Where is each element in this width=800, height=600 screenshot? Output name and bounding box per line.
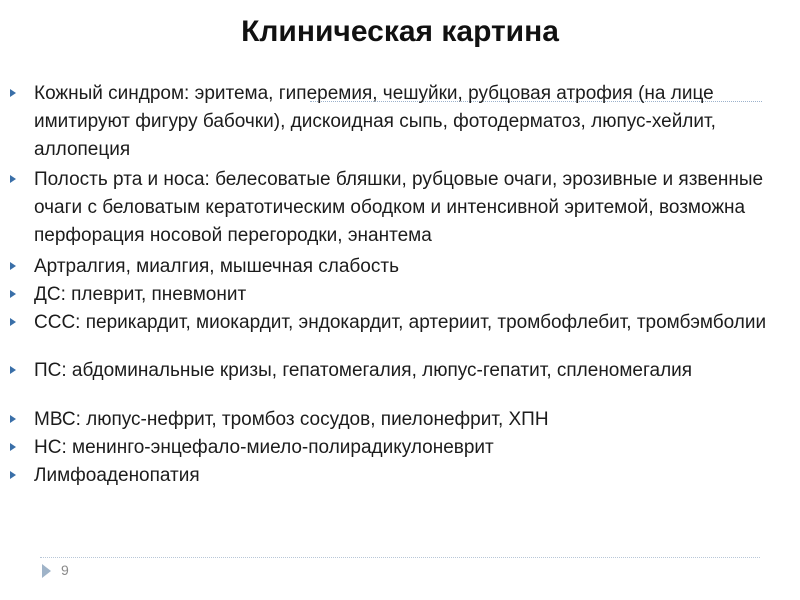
bullet-text: Артралгия, миалгия, мышечная слабость xyxy=(34,256,399,277)
footer-arrow-icon xyxy=(42,564,51,578)
bullet-lymph xyxy=(34,465,779,487)
bullet-respiratory xyxy=(34,284,779,306)
bullet-joints-muscles xyxy=(34,256,779,278)
footer-divider xyxy=(40,557,760,558)
bullet-mouth-nose xyxy=(34,166,779,250)
bullet-arrow-icon xyxy=(10,318,16,326)
bullet-skin-syndrome xyxy=(34,80,779,164)
bullet-arrow-icon xyxy=(10,262,16,270)
bullet-arrow-icon xyxy=(10,415,16,423)
bullet-urinary xyxy=(34,409,779,431)
bullet-text: МВС: люпус-нефрит, тромбоз сосудов, пиелонефрит, ХПН xyxy=(34,409,549,430)
bullet-arrow-icon xyxy=(10,89,16,97)
bullet-arrow-icon xyxy=(10,443,16,451)
bullet-nervous xyxy=(34,437,779,459)
bullet-cardiovascular xyxy=(34,312,779,334)
bullet-arrow-icon xyxy=(10,290,16,298)
bullet-text: НС: менинго-энцефало-миело-полирадикулоневрит xyxy=(34,437,494,458)
page-number: 9 xyxy=(61,562,69,578)
bullet-text: ДС: плеврит, пневмонит xyxy=(34,284,247,305)
bullet-arrow-icon xyxy=(10,366,16,374)
bullet-text: ССС: перикардит, миокардит, эндокардит, артериит, тромбофлебит, тромбэмболии xyxy=(34,312,767,333)
bullet-arrow-icon xyxy=(10,175,16,183)
bullet-text: ПС: абдоминальные кризы, гепатомегалия, люпус-гепатит, спленомегалия xyxy=(34,360,693,381)
bullet-arrow-icon xyxy=(10,471,16,479)
bullet-text: Лимфоаденопатия xyxy=(34,465,200,486)
bullet-text: Кожный синдром: эритема, гиперемия, чешуйки, рубцовая атрофия (на лице имитируют фигуру бабочки), дискоидная сыпь, фотодерматоз, люпус-хейлит, аллопеция xyxy=(34,83,716,160)
bullet-digestive xyxy=(34,360,779,382)
bullet-text: Полость рта и носа: белесоватые бляшки, рубцовые очаги, эрозивные и язвенные очаги с беловатым кератотическим ободком и интенсивной эритемой, возможна перфорация носовой перегородки, энантема xyxy=(34,169,764,246)
slide-title: Клиническая картина xyxy=(241,15,559,48)
